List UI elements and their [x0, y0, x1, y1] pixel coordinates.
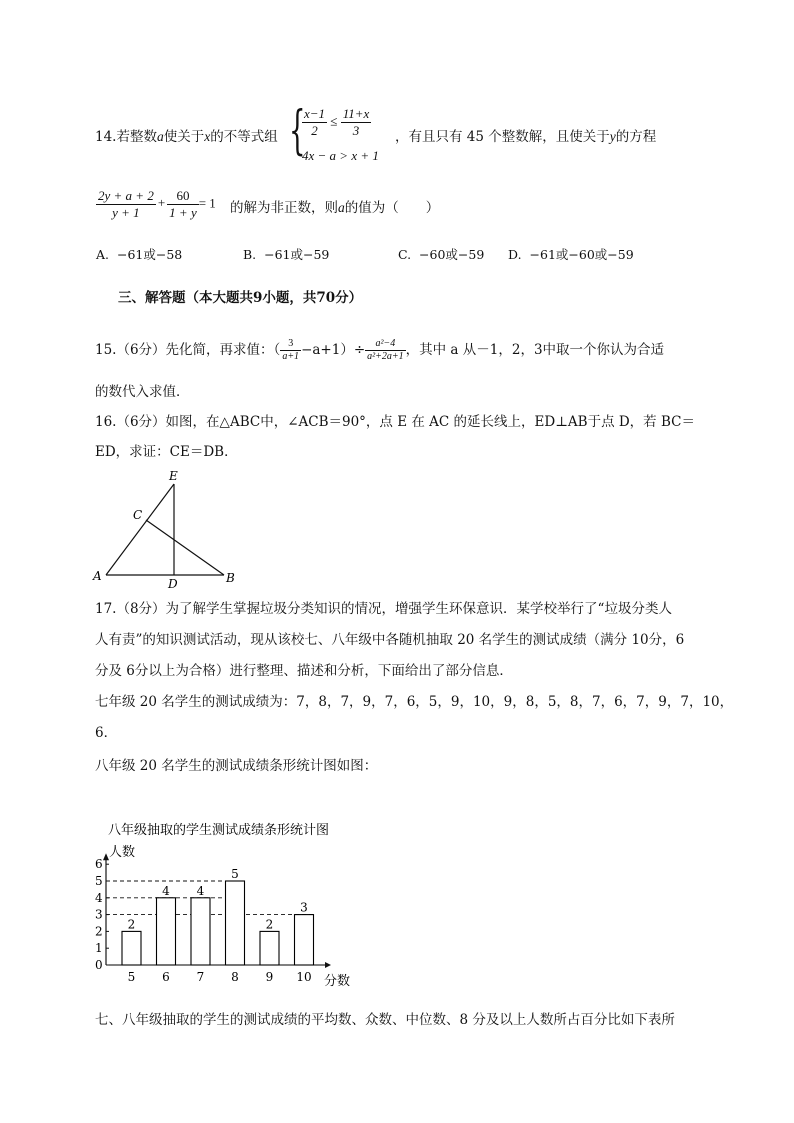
- option-d: [508, 246, 634, 264]
- triangle-figure: [88, 464, 248, 588]
- eq-frac2-den: 1 + y: [169, 205, 197, 220]
- q14-var-y: y: [609, 129, 616, 144]
- chart-marks: [95, 853, 331, 984]
- q17-line5: 6．: [95, 725, 118, 741]
- q15-frac2-num: a²−4: [365, 338, 406, 351]
- q15-tail: ，其中 a 从－1，2，3中取一个你认为合适: [405, 342, 665, 358]
- q14-var-a: a: [156, 129, 164, 144]
- y-tick-label-5: 5: [95, 874, 103, 888]
- q15-frac2: [365, 338, 406, 363]
- y-tick-label-3: 3: [95, 907, 103, 922]
- q14-mid2: 的不等式组: [210, 129, 278, 145]
- eq-plus: +: [157, 195, 166, 211]
- section-title: 三、解答题（本大题共9小题，共70分）: [118, 290, 363, 306]
- q14-after-y: 的方程: [615, 129, 657, 145]
- q17-line3: 分及 6分以上为合格）进行整理、描述和分析，下面给出了部分信息．: [95, 663, 513, 679]
- ineq1-left-frac: [302, 106, 327, 139]
- q16-line2: ED，求证：CE＝DB．: [95, 444, 238, 460]
- label-c: C: [133, 508, 143, 522]
- q17-line2: 人有责”的知识测试活动，现从该校七、八年级中各随机抽取 20 名学生的测试成绩（满分 10分，6: [95, 632, 685, 648]
- bar-10: [295, 915, 314, 965]
- q15-frac1: [280, 338, 301, 363]
- q14-eq-tail2: 的值为（ ）: [344, 200, 440, 216]
- eq-frac2-num: 60: [167, 188, 199, 205]
- option-b-label: B.: [243, 247, 257, 262]
- option-b: [243, 246, 329, 264]
- option-d-label: D.: [508, 247, 522, 262]
- q14-eq-tail-text: 的解为非正数，则: [230, 200, 338, 216]
- eq-frac1-den: y + 1: [112, 205, 140, 220]
- ineq1-right-frac: [341, 106, 372, 139]
- label-d: D: [168, 577, 178, 588]
- q14-after-system: [395, 128, 656, 146]
- ineq2: 4x − a > x + 1: [302, 148, 379, 163]
- ineq1-left-num: x−1: [304, 106, 326, 121]
- bar-7: [191, 898, 210, 965]
- q17-line6: 八年级 20 名学生的测试成绩条形统计图如图：: [95, 758, 378, 774]
- bar-value-label-9: 2: [265, 917, 274, 932]
- q15-frac1-den: a+1: [282, 351, 300, 362]
- x-tick-label-6: 6: [162, 970, 170, 984]
- segment-ae: [106, 484, 174, 575]
- q15-mid: −a+1）÷: [301, 342, 366, 358]
- ineq1-right-den: 3: [352, 123, 360, 138]
- q15-line2: 的数代入求值．: [95, 384, 190, 400]
- eq-frac1: [96, 188, 156, 221]
- ineq1-op: ≤: [330, 113, 338, 129]
- y-tick-label-0: 0: [95, 958, 103, 972]
- q15-frac1-num: 3: [280, 338, 301, 351]
- bar-value-label-10: 3: [300, 900, 308, 915]
- x-tick-label-5: 5: [127, 970, 136, 984]
- option-a-text: −61或−58: [116, 247, 183, 262]
- y-tick-label-6: 6: [95, 857, 103, 872]
- q17-last-line: 七、八年级抽取的学生的测试成绩的平均数、众数、中位数、8 分及以上人数所占百分比如下表所: [95, 1012, 675, 1028]
- chart-ylabel: 人数: [109, 845, 136, 860]
- y-tick-label-2: 2: [95, 924, 103, 939]
- q17-line1: 17.（8分）为了解学生掌握垃圾分类知识的情况，增强学生环保意识．某学校举行了“垃圾分类人: [95, 601, 672, 617]
- bar-8: [226, 881, 245, 965]
- x-axis-arrow: [325, 962, 331, 968]
- q15-frac2-den: a²+2a+1: [367, 351, 404, 362]
- eq-rhs: = 1: [198, 195, 216, 211]
- bar-value-label-5: 2: [127, 917, 136, 932]
- q14-var-a2: a: [338, 200, 345, 215]
- label-a: A: [93, 569, 102, 583]
- option-a: [96, 246, 182, 264]
- option-c: [398, 246, 484, 264]
- q14-equation: [96, 188, 216, 221]
- chart-title: 八年级抽取的学生测试成绩条形统计图: [108, 823, 330, 838]
- bar-value-label-7: 4: [196, 883, 205, 898]
- ineq1-right-num: 11+x: [342, 106, 370, 121]
- y-tick-label-4: 4: [95, 890, 103, 905]
- q15-line1: [95, 338, 664, 363]
- option-c-text: −60或−59: [419, 247, 485, 262]
- ineq1-left-den: 2: [311, 123, 318, 138]
- bar-value-label-6: 4: [162, 883, 170, 898]
- x-tick-label-8: 8: [231, 970, 239, 984]
- bar-9: [260, 931, 279, 965]
- system-brace: {: [289, 101, 306, 161]
- ineq1: [302, 106, 371, 139]
- option-a-label: A.: [96, 247, 110, 262]
- option-d-text: −61或−60或−59: [529, 247, 634, 262]
- q16-line1: 16.（6分）如图，在△ABC中，∠ACB＝90°，点 E 在 AC 的延长线上，ED⊥AB于点 D，若 BC＝: [95, 414, 695, 430]
- bar-6: [157, 898, 176, 965]
- option-c-label: C.: [398, 247, 412, 262]
- x-tick-label-10: 10: [296, 970, 312, 984]
- q14-mid1: 使关于: [163, 129, 205, 145]
- label-e: E: [169, 469, 178, 483]
- bar-value-label-8: 5: [231, 867, 239, 881]
- bar-chart: [80, 815, 380, 995]
- eq-frac1-num: 2y + a + 2: [98, 188, 154, 203]
- q14-eq-tail: [230, 199, 439, 217]
- x-tick-label-7: 7: [196, 970, 205, 984]
- label-b: B: [226, 571, 235, 585]
- q14-var-x: x: [204, 129, 211, 144]
- eq-frac2: [167, 188, 199, 221]
- segment-cb: [146, 520, 224, 575]
- x-tick-label-9: 9: [265, 970, 274, 984]
- option-b-text: −61或−59: [264, 247, 330, 262]
- q14-line1: [95, 128, 278, 146]
- q15-lead: 15.（6分）先化简，再求值：（: [95, 342, 281, 358]
- chart-xlabel: 分数: [324, 974, 351, 989]
- q14-after-text: ，有且只有 45 个整数解，且使关于: [395, 129, 610, 145]
- q17-line4: 七年级 20 名学生的测试成绩为：7，8，7，9，7，6，5，9，10，9，8，5，8，7，6，7，9，7，10，: [95, 694, 734, 710]
- bar-5: [122, 931, 141, 965]
- y-tick-label-1: 1: [95, 941, 103, 956]
- q14-prefix: 14.若整数: [95, 129, 157, 145]
